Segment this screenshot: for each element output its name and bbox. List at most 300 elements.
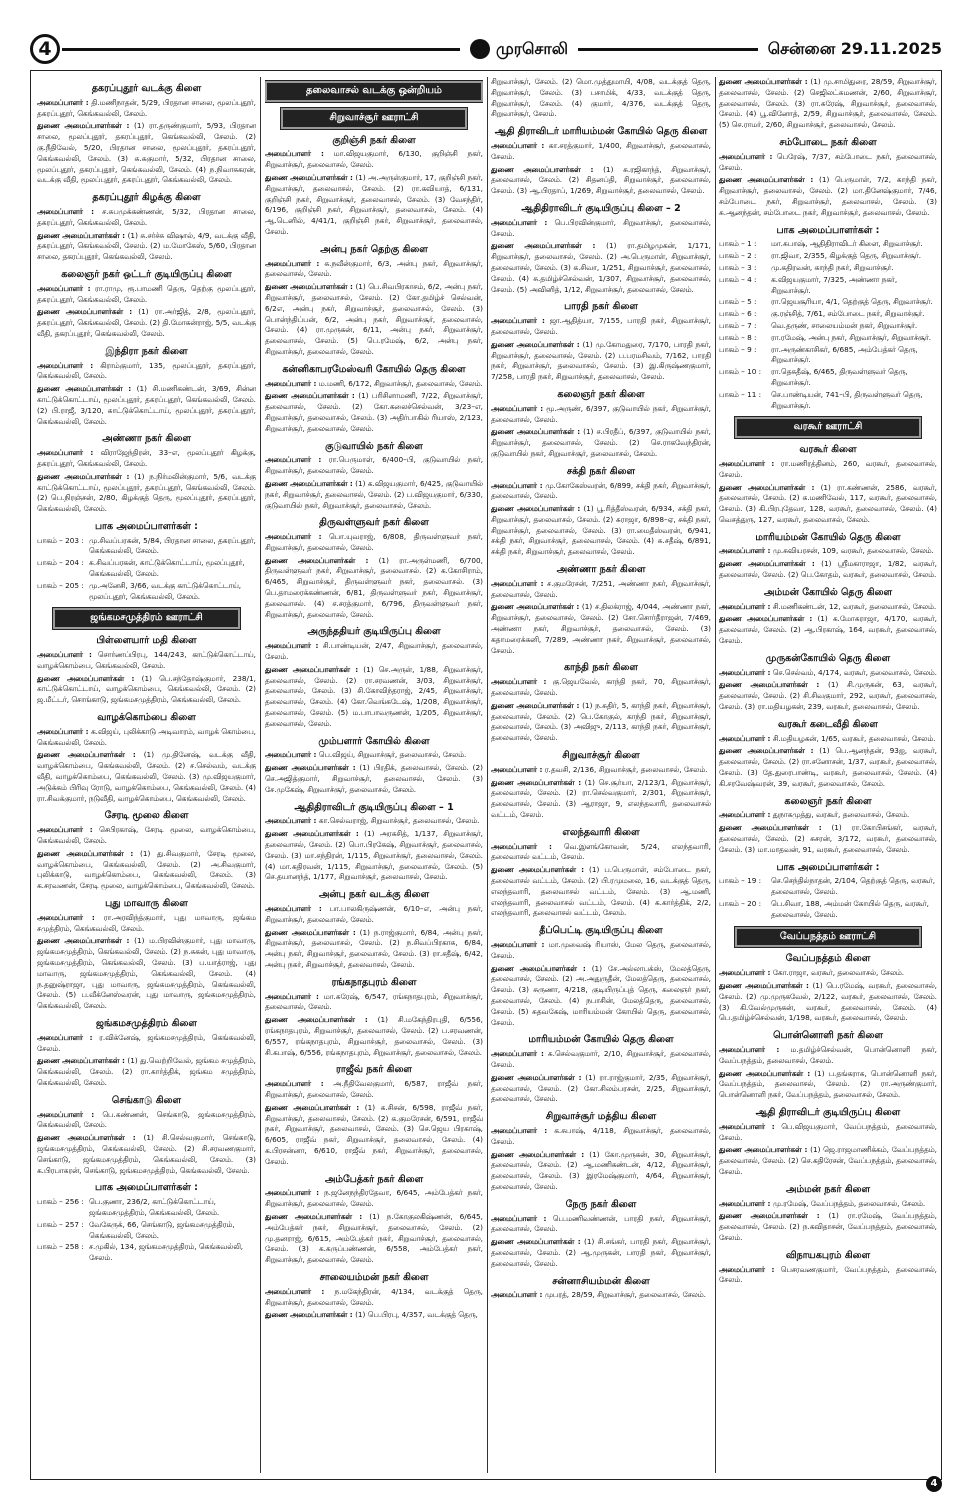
- role-label: அமைப்பாளர் :: [719, 733, 771, 743]
- section-banner: சிறுவாச்சூர் ஊராட்சி: [281, 108, 467, 129]
- entry-text: கா.செல்வராஜ், சிறுவாச்சூர், தலைவாசல், சேலம்.: [318, 816, 480, 826]
- role-label: துணை அமைப்பாளர்கள் :: [265, 1211, 363, 1221]
- booth-entry: [37, 536, 256, 558]
- entry-text: (1) மு.கோமதுரை, 7/170, பாரதி நகர், சிறுவாச்சூர், தலைவாசல், சேலம். (2) ப.பரமசிவம், 7/162, பாரதி நகர், சிறுவாச்சூர், தலைவாசல், சேலம். (3) இ.கிருஷ்ணகுமார், 7/258, பாரதி நகர், சிறுவாச்சூர், தலைவாசல், சேலம்.: [491, 339, 711, 382]
- entry-text: கு.ஜெயவேல், காந்தி நகர், 70, சிறுவாச்சூர், தலைவாசல், சேலம்.: [491, 677, 711, 698]
- branch-heading: விநாயகபுரம் கிளை: [785, 1249, 871, 1261]
- role-label: துணை அமைப்பாளர்கள் :: [265, 391, 355, 401]
- entry-text: சி.மணிகண்டன், 12, வரகூர், தலைவாசல், சேலம்.: [772, 601, 937, 611]
- branch-heading: காந்தி நகர் கிளை: [563, 662, 638, 674]
- article-frame: [30, 70, 942, 1480]
- role-label: அமைப்பாளர் :: [37, 206, 95, 216]
- member-entry: [719, 175, 937, 218]
- member-entry: [265, 750, 483, 761]
- role-label: துணை அமைப்பாளர்கள் :: [719, 614, 813, 624]
- entry-text: (1) ப.பெருமாள், சம்போடை நகர், தலைவாசல் வட்டம், சேலம். (2) பி.ரமுமலை, 16, வடக்குத் தெரு, எலந்தவாரி, தலைவாசல் வட்டம், சேலம். (3) ஆ.மணி, எலந்தவாரி, தலைவாசல் வட்டம், சேலம். (4) க.கார்த்திக், 2/2, எலந்தவாரி, தலைவாசல் வட்டம், சேலம்.: [491, 865, 711, 918]
- member-entry: [719, 1211, 937, 1243]
- branch-heading: பாக அமைப்பாளர்கள் :: [776, 861, 880, 873]
- branch-heading: தீப்பெட்டி குடியிருப்பு கிளை: [539, 925, 663, 937]
- member-entry: [37, 825, 256, 847]
- member-entry: [37, 1110, 256, 1132]
- entry-text: மு.சுவியரசன், 109, வரகூர், தலைவாசல், சேலம்.: [772, 546, 934, 556]
- entry-text: (1) து.சிவகுமார், சேரடி மூலை, வாழக்கொம்பை, கெங்கவல்லி, சேலம். (2) அ.சிவகுமார், புலிக்காடு, வாழக்கொம்பை, கெங்கவல்லி, சேலம். (3) க.சரவணன், சேரடி மூலை, வாழக்கொம்பை, கெங்கவல்லி, சேலம்.: [37, 848, 256, 891]
- booth-organizer: ரா.ஜிவா, 2/355, கிழக்குத் தெரு, சிறுவாச்சூர்.: [771, 251, 922, 261]
- booth-number: பாகம் – 204 :: [37, 558, 84, 568]
- section-banner: ஜங்கமசமுத்திரம் ஊராட்சி: [53, 608, 240, 629]
- section-banner: வரகூர் ஊராட்சி: [735, 417, 921, 438]
- role-label: அமைப்பாளர் :: [491, 939, 545, 949]
- branch-heading: திருவள்ளுவர் நகர் கிளை: [319, 517, 429, 529]
- member-entry: [265, 763, 483, 795]
- branch-heading: குறிஞ்சி நகர் கிளை: [332, 134, 416, 146]
- booth-entry: [719, 275, 937, 297]
- entry-text: ச.சுபமுக்கண்ணன், 5/32, பிரதான சாலை, தகரப்புதூர், கெங்கவல்லி, சேலம்.: [37, 206, 256, 227]
- role-label: அமைப்பாளர் :: [265, 1079, 324, 1089]
- role-label: துணை அமைப்பாளர்கள் :: [491, 777, 582, 787]
- booth-entry: [719, 297, 937, 308]
- branch-heading: செங்காடு கிளை: [111, 1094, 182, 1106]
- branch-heading: கலைஞர் நகர் ஒட்டர் குடியிருப்பு கிளை: [61, 268, 232, 280]
- entry-text: பெ.விஜய், சிறுவாச்சூர், தலைவாசல், சேலம்.: [318, 750, 467, 760]
- entry-text: (1) சே.அல்லாபக்ஸ், மேலத்தெரு, தலைவாசல், சேலம். (2) அ.அதுருதீன், மேலத்தெரு, தலைவாசல், சேலம். (3) சுருணா, 4/218, குடியிருப்புத் தெரு, கலைஞர் நகர், தலைவாசல், சேலம். (4) நபாசின், மேலத்தெரு, தலைவாசல், சேலம். (5) சுதவகேஷ், மாரியம்மன் கோயில் தெரு, தலைவாசல், சேலம்.: [491, 963, 711, 1027]
- member-entry: [719, 1122, 937, 1144]
- entry-text: ரா.பெருமாள், 6/400–பி, குடுவாயில் நகர், சிறுவாச்சூர், தலைவாசல், சேலம்.: [265, 455, 483, 476]
- booth-entry: [719, 333, 937, 344]
- role-label: துணை அமைப்பாளர்கள் :: [719, 1211, 820, 1221]
- role-label: அமைப்பாளர் :: [719, 601, 771, 611]
- entry-text: (1) பெ.சந்தோஷ்குமார், 238/1, காட்டுக்கொட்டாய், வாழக்கொம்பை, கெங்கவல்லி, சேலம். (2) ஜ.மீட்டர், சொங்காடு, ஜங்கமசமுத்திரம், கெங்கவல்லி, சேலம்.: [37, 673, 256, 705]
- booth-organizer: ச.முகில், 134, ஜங்கமசமுத்திரம், கெங்கவல்லி, சேலம்.: [89, 1242, 244, 1263]
- booth-organizer: சு.சிவப்பரகன், காட்டுக்கொட்டாய், மூலப்புதூர், கெங்கவல்லி, சேலம்.: [89, 558, 245, 579]
- role-label: அமைப்பாளர் :: [37, 825, 93, 835]
- branch-heading: வரகூர் கிளை: [799, 444, 857, 456]
- entry-text: மா.விஜயகுமார், 6/130, குறிஞ்சி நகர், சிறுவாச்சூர், தலைவாசல், சேலம்.: [265, 149, 483, 170]
- role-label: அமைப்பாளர் :: [265, 455, 322, 465]
- member-entry: [719, 746, 937, 789]
- entry-text: (1) ரா.கண்ணன், 2586, வரகூர், தலைவாசல், சேலம். (2) க.மணிவேல், 117, வரகூர், தலைவாசல், சேலம். (3) கி.பிரபுதேவா, 128, வரகூர், தலைவாசல், சேலம். (4) வெசத்துரு, 127, வரகூர், தலைவாசல், சேலம்.: [719, 482, 937, 524]
- booth-organizer: மு.அனேசி, 3/66, வடக்கு காட்டுக்கொட்டாய், மூலப்புதூர், கெங்கவல்லி, சேலம்.: [89, 580, 242, 601]
- page-header: [30, 34, 942, 64]
- member-entry: [719, 483, 937, 526]
- member-entry: [719, 680, 937, 712]
- booth-entry: [37, 1220, 256, 1242]
- member-entry: [265, 665, 483, 730]
- member-entry: [491, 701, 711, 744]
- entry-text: ரா.மணிரத்தினம், 260, வரகூர், தலைவாசல், சேலம்.: [719, 458, 937, 479]
- role-label: துணை அமைப்பாளர்கள் :: [265, 555, 369, 565]
- role-label: துணை அமைப்பாளர்கள் :: [719, 823, 822, 833]
- booth-number: பாகம் – 256 :: [37, 1197, 84, 1207]
- member-entry: [37, 384, 256, 427]
- role-label: துணை அமைப்பாளர்கள் :: [719, 482, 815, 492]
- branch-heading: அம்மன் கோயில் தெரு கிளை: [763, 586, 893, 598]
- role-label: அமைப்பாளர் :: [491, 1213, 547, 1223]
- entry-text: பெ.மணிவண்ணன், பாரதி நகர், சிறுவாச்சூர், தலைவாசல், சேலம்.: [491, 1213, 711, 1234]
- booth-number: பாகம் – 4 :: [719, 274, 757, 284]
- role-label: அமைப்பாளர் :: [265, 149, 324, 159]
- entry-text: க.விஜய், புலிக்காடு அடிவாரம், வாழக் கொம்பை, கெங்கவல்லி, சேலம்.: [37, 726, 256, 747]
- entry-text: (1) அரசுசித், 1/137, சிறுவாச்சூர், தலைவாசல், சேலம். (2) பொ.பிரகேஷ், சிறுவாச்சூர், தலைவாசல், சேலம். (3) மா.சந்திரன், 1/115, சிறுவாச்சூர், தலைவாசல், சேலம். (4) மா.கதிரவன், 1/115, சிறுவாச்சூர், தலைவாசல், சேலம். (5) செ.தயானந்த், 1/177, சிறுவாச்சூர், தலைவாசல், சேலம்.: [265, 829, 483, 882]
- role-label: துணை அமைப்பாளர்கள் :: [491, 164, 594, 174]
- member-entry: [719, 546, 937, 557]
- member-entry: [491, 778, 711, 821]
- member-entry: [265, 173, 483, 238]
- branch-heading: ஆதி திராவிடர் குடியிருப்பு கிளை: [755, 1106, 901, 1118]
- member-entry: [719, 602, 937, 613]
- role-label: அமைப்பாளர் :: [491, 217, 548, 227]
- column-4: [719, 77, 937, 1473]
- entry-text: (1) பூ.ரித்தீஸ்வரன், 6/934, சக்தி நகர், சிறுவாச்சூர், தலைவாசல், சேலம். (2) சுராஜா, 6/898–ஏ, சக்தி நகர், சிறுவாச்சூர், தலைவாசல், சேலம். (3) ரா.மைதீஸ்வரன், 6/941, சக்தி நகர், சிறுவாச்சூர், தலைவாசல், சேலம். (4) சு.சதீஷ், 6/891, சக்தி நகர், சிறுவாச்சூர், தலைவாசல், சேலம்.: [491, 504, 711, 557]
- entry-text: (1) பெ.சிவபிரகாசம், 6/2, அன்பு நகர், சிறுவாச்சூர், தலைவாசல், சேலம். (2) கோ.தமிழ்ச் செல்வன், 6/2எ, அன்பு நகர், சிறுவாச்சூர், தலைவாசல், சேலம். (3) பொன்ந்திப்பன், 6/2, அன்பு நகர், சிறுவாச்சூர், தலைவாசல், சேலம். (4) ரா.முருகன், 6/11, அன்பு நகர், சிறுவாச்சூர், தலைவாசல், சேலம். (5) பெ.ரமேஷ், 6/2, அன்பு நகர், சிறுவாச்சூர், தலைவாசல், சேலம்.: [265, 282, 483, 356]
- member-entry: [491, 940, 711, 962]
- entry-text: பெ.பிரவின்குமார், சிறுவாச்சூர், தலைவாசல், சேலம்.: [491, 217, 711, 238]
- role-label: அமைப்பாளர் :: [265, 641, 319, 651]
- member-entry: [719, 981, 937, 1024]
- role-label: துணை அமைப்பாளர்கள் :: [265, 927, 356, 937]
- member-entry: [491, 1290, 711, 1301]
- member-entry: [719, 459, 937, 481]
- member-entry: [491, 218, 711, 240]
- role-label: துணை அமைப்பாளர்கள் :: [491, 427, 581, 437]
- entry-text: (1) மு.சாமிதுரை, 28/59, சிறுவாச்சூர், தலைவாசல், சேலம். (2) செஜிலட்சுமணன், 2/60, சிறுவாச்சூர், தலைவாசல், சேலம். (3) ரா.சுரேஷ், சிறுவாச்சூர், தலைவாசல், சேலம். (4) பூ.வினோத், 2/59, சிறுவாச்சூர், தலைவாசல், சேலம். (5) செ.ராமர், 2/60, சிறுவாச்சூர், தலைவாசல், சேலம்.: [719, 77, 937, 130]
- role-label: துணை அமைப்பாளர்கள் :: [37, 471, 130, 481]
- booth-entry: [37, 581, 256, 603]
- branch-heading: தகரப்புதூர் வடக்கு கிளை: [91, 83, 202, 94]
- role-label: அமைப்பாளர் :: [719, 458, 775, 468]
- role-label: துணை அமைப்பாளர்கள் :: [37, 1133, 136, 1143]
- member-entry: [491, 340, 711, 383]
- member-entry: [37, 231, 256, 263]
- entry-text: சிறுவாச்சூர், சேலம். (2) மொ.முத்துமாயி, 4/08, வடக்குத் தெரு, சிறுவாச்சூர், சேலம். (3) பசாமிக், 4/33, வடக்குத் தெரு, சிறுவாச்சூர், சேலம். (4) குமார், 4/376, வடக்குத் தெரு, சிறுவாச்சூர், சேலம்.: [491, 77, 711, 119]
- entry-text: செபிரகாஷ், சேரடி மூலை, வாழக்கொம்பை, கெங்கவல்லி, சேலம்.: [37, 825, 256, 846]
- entry-text: (1) செ.சூர்யா, 2/123/1, சிறுவாச்சூர், தலைவாசல், சேலம். (2) ரா.செல்வகுமார், 2/301, சிறுவாச்சூர், தலைவாசல், சேலம். (3) ஆராஜா, 9, எலந்தவாரி, தலைவாசல் வட்டம், சேலம்.: [491, 777, 711, 820]
- member-entry: [37, 121, 256, 186]
- entry-text: ச.குமரேசன், 7/251, அண்ணா நகர், சிறுவாச்சூர், தலைவாசல், சேலம்.: [491, 578, 711, 599]
- role-label: துணை அமைப்பாளர்கள் :: [265, 478, 353, 488]
- branch-heading: மாரியம்மன் கோயில் தெரு கிளை: [528, 1034, 674, 1046]
- column-divider: [715, 77, 716, 1473]
- entry-text: (1) சி.சங்கர், பாரதி நகர், சிறுவாச்சூர், தலைவாசல், சேலம். (2) ஆ.முருகன், பாரதி நகர், சிறுவாச்சூர், தலைவாசல், சேலம்.: [491, 1237, 711, 1268]
- branch-heading: சாலையம்மன் நகர் கிளை: [319, 1271, 429, 1283]
- member-entry: [37, 913, 256, 935]
- member-entry: [719, 559, 937, 581]
- branch-heading: வரகூர் கடைவீதி கிளை: [778, 718, 878, 730]
- role-label: அமைப்பாளர் :: [491, 1290, 543, 1300]
- entry-text: (1) ரா.அர்ஜித், 2/8, மூலப்புதூர், தகரப்புதூர், கெங்கவல்லி, சேலம். (2) தி.மோகன்ராஜ், 5/5, வடக்கு வீதி, தகரப்புதூர், கெங்கவல்லி, சேலம்.: [37, 307, 256, 338]
- branch-heading: சிறுவாச்சூர் கிளை: [562, 750, 640, 762]
- role-label: அமைப்பாளர் :: [37, 360, 94, 370]
- member-entry: [37, 1056, 256, 1088]
- role-label: அமைப்பாளர் :: [265, 750, 317, 760]
- branch-heading: ரங்கநாதபுரம் கிளை: [331, 976, 417, 988]
- role-label: துணை அமைப்பாளர்கள் :: [37, 121, 130, 131]
- role-label: அமைப்பாளர் :: [37, 1109, 95, 1119]
- role-label: துணை அமைப்பாளர்கள் :: [37, 384, 132, 394]
- entry-text: (1) க.விஜயகுமார், 6/425, குடுவாயில் நகர், சிறுவாச்சூர், தலைவாசல், சேலம். (2) ப.விஜயகுமார், 6/330, குடுவாயில் நகர், சிறுவாச்சூர், தலைவாசல், சேலம்.: [265, 478, 483, 510]
- entry-text: (1) ஜெ.ராஜமாணிக்கம், வேப்பநத்தம், தலைவாசல், சேலம். (2) செ.கதிரேசன், வேப்பநத்தம், தலைவாசல், சேலம்.: [719, 1145, 937, 1176]
- entry-text: தி.மணிநாதன், 5/29, பிரதான சாலை, மூலப்புதூர், தகரப்புதூர், கெங்கவல்லி, சேலம்.: [37, 97, 256, 118]
- role-label: துணை அமைப்பாளர்கள் :: [265, 282, 353, 292]
- booth-organizer: பெ.குணா, 236/2, காட்டுக்கொட்டாய், ஜங்கமசமுத்திரம், கெங்கவல்லி, சேலம்.: [89, 1197, 220, 1217]
- member-entry: [719, 1145, 937, 1177]
- member-entry: [491, 1237, 711, 1269]
- member-entry: [265, 556, 483, 621]
- member-entry: [265, 391, 483, 434]
- branch-heading: அம்பேத்கர் நகர் கிளை: [324, 1173, 424, 1185]
- member-entry: [491, 427, 711, 459]
- role-label: அமைப்பாளர் :: [265, 258, 320, 268]
- booth-number: பாகம் – 2 :: [719, 251, 757, 261]
- member-entry: [491, 241, 711, 295]
- member-entry: [491, 579, 711, 601]
- column-1: [37, 77, 256, 1473]
- entry-text: (1) ரா.கோபிசங்கர், வரகூர், தலைவாசல், சேலம். (2) சுசரன், 3/172, வரகூர், தலைவாசல், சேலம். (3) மா.மாதவன், 91, வரகூர், தலைவாசல், சேலம்.: [719, 823, 937, 854]
- member-entry: [265, 259, 483, 281]
- branch-heading: அம்மன் நகர் கிளை: [785, 1183, 871, 1195]
- role-label: துணை அமைப்பாளர்கள் :: [491, 602, 580, 612]
- role-label: துணை அமைப்பாளர்கள் :: [37, 848, 134, 858]
- booth-number: பாகம் – 6 :: [719, 309, 757, 319]
- branch-heading: வேப்பநத்தம் கிளை: [785, 953, 871, 965]
- member-entry: [491, 765, 711, 776]
- entry-text: (1) பெ.ஆனந்தன், 93ஐ, வரகூர், தலைவாசல், சேலம். (2) ரா.சனோசன், 1/37, வரகூர், தலைவாசல், சேலம். (3) தே.துரைபாண்டி, வரகூர், தலைவாசல், சேலம். (4) கி.சரவேஷ்வரன், 39, வரகூர், தலைவாசல், சேலம்.: [719, 746, 937, 788]
- role-label: அமைப்பாளர் :: [37, 448, 94, 458]
- booth-organizer: செ.செந்தில்நாதன், 2/104, தெற்குத் தெரு, வரகூர், தலைவாசல், சேலம்.: [771, 876, 936, 897]
- dateline: சென்னை 29.11.2025: [758, 34, 942, 64]
- member-entry: [265, 1310, 483, 1321]
- booth-organizer: க.விஜயகுமார், 7/325, அண்ணா நகர், சிறுவாச்சூர்.: [771, 274, 898, 295]
- member-entry: [719, 810, 937, 821]
- branch-heading: அண்ணா நகர் கிளை: [556, 564, 646, 576]
- role-label: அமைப்பாளர் :: [491, 1125, 548, 1135]
- member-entry: [37, 361, 256, 383]
- booth-number: பாகம் – 5 :: [719, 297, 757, 307]
- branch-heading: நேரு நகர் கிளை: [565, 1198, 637, 1210]
- booth-number: பாகம் – 3 :: [719, 262, 757, 272]
- entry-text: (1) ந.ராஜ்குமார், 6/84, அன்பு நகர், சிறுவாச்சூர், தலைவாசல், சேலம். (2) ந.சிவப்பிரகாசு, 6/84, அன்பு நகர், சிறுவாச்சூர், தலைவாசல், சேலம். (3) ரா.சதீஷ், 6/42, அன்பு நகர், சிறுவாச்சூர், தலைவாசல், சேலம்.: [265, 927, 483, 969]
- role-label: அமைப்பாளர் :: [719, 1121, 775, 1131]
- entry-text: (1) ச.திலக்ராஜ், 4/044, அண்ணா நகர், சிறுவாச்சூர், தலைவாசல், சேலம். (2) சோ.சொர்தீராஜன், 7/469, அண்ணா நகர், சிறுவாச்சூர், தலைவாசல், சேலம். (3) கதாமரைக்கனி, 7/289, அண்ணா நகர், சிறுவாச்சூர், தலைவாசல், சேலம்.: [491, 602, 711, 655]
- entry-text: (1) அ.அருள்குமார், 17, குறிஞ்சி நகர், சிறுவாச்சூர், தலைவாசல், சேலம். (2) ரா.கவியாத், 6/131, குறிஞ்சி நகர், சிறுவாச்சூர், தலைவாசல், சேலம். (3) வேசந்திர், 6/196, குறிஞ்சி நகர், சிறுவாச்சூர், தலைவாசல், சேலம். (4) ஆ.டெனில், 4/41/1, குறிஞ்சி நகர், சிறுவாச்சூர், தலைவாசல், சேலம்.: [265, 172, 483, 236]
- member-entry: [491, 1214, 711, 1236]
- member-entry: [719, 614, 937, 646]
- member-entry: [37, 727, 256, 749]
- entry-text: சொர்ணப்பிரபு, 144/243, காட்டுக்கொட்டாய், வாழக்கொம்பை, கெங்கவல்லி, சேலம்.: [37, 650, 256, 670]
- role-label: அமைப்பாளர் :: [491, 578, 544, 588]
- role-label: அமைப்பாளர் :: [491, 480, 543, 490]
- entry-text: சு.நவீன்குமார், 6/3, அன்பு நகர், சிறுவாச்சூர், தலைவாசல், சேலம்.: [265, 258, 483, 279]
- member-entry: [37, 284, 256, 306]
- member-entry: [719, 1069, 937, 1101]
- entry-text: (1) ரா.ரமேஷ், வேப்பநத்தம், தலைவாசல், சேலம். (2) ந.கவிதாசன், வேப்பநத்தம், தலைவாசல், சேலம்.: [719, 1211, 937, 1242]
- entry-text: பெ.கண்ணன், செங்காடு, ஜங்கமசமுத்திரம், கெங்கவல்லி, சேலம்.: [37, 1109, 256, 1130]
- role-label: துணை அமைப்பாளர்கள் :: [491, 1149, 585, 1159]
- role-label: துணை அமைப்பாளர்கள் :: [719, 1145, 808, 1155]
- entry-text: முபரத், 28/59, சிறுவாச்சூர், தலைவாசல், சேலம்.: [544, 1290, 706, 1300]
- role-label: துணை அமைப்பாளர்கள் :: [719, 980, 809, 990]
- branch-heading: பாக அமைப்பாளர்கள் :: [776, 224, 880, 236]
- role-label: அமைப்பாளர் :: [37, 97, 89, 107]
- role-label: அமைப்பாளர் :: [265, 1188, 320, 1198]
- entry-text: (1) சி.மணிகண்டன், 3/69, சின்ன காட்டுக்கொட்டாய், மூலப்புதூர், தகரப்புதூர், கெங்கவல்லி, சேலம். (2) பி.ராஜீ, 3/120, காட்டுக்கொட்டாய், மூலப்புதூர், தகரப்புதூர், கெங்கவல்லி, சேலம்.: [37, 384, 256, 426]
- member-entry: [719, 1199, 937, 1210]
- branch-heading: ஆதிதிராவிடர் குடியிருப்பு கிளை – 2: [521, 202, 681, 214]
- member-entry: [265, 829, 483, 883]
- role-label: அமைப்பாளர் :: [265, 816, 317, 826]
- role-label: அமைப்பாளர் :: [37, 1032, 93, 1042]
- role-label: துணை அமைப்பாளர்கள் :: [265, 1015, 368, 1025]
- role-label: துணை அமைப்பாளர்கள் :: [37, 230, 126, 240]
- booth-organizer: மா.சுபாஷ், ஆதிதிராவிடர் கிளை, சிறுவாச்சூர்.: [771, 239, 923, 249]
- branch-heading: பாரதி நகர் கிளை: [564, 301, 638, 313]
- booth-entry: [37, 558, 256, 580]
- role-label: துணை அமைப்பாளர்கள் :: [491, 339, 580, 349]
- booth-entry: [719, 876, 937, 898]
- entry-text: கிராம்குமார், 135, மூலப்புதூர், தகரப்புதூர், கெங்கவல்லி, சேலம்.: [37, 360, 256, 381]
- booth-entry: [719, 899, 937, 921]
- member-entry: [265, 904, 483, 926]
- member-entry: [719, 1265, 937, 1287]
- entry-text: க.சுபாஷ், 4/118, சிறுவாச்சூர், தலைவாசல், சேலம்.: [491, 1125, 711, 1146]
- booth-entry: [719, 309, 937, 320]
- entry-text: (1) சி.மகேந்திரபுதி, 6/556, ரங்கநாதபுரம், சிறுவாச்சூர், தலைவாசல், சேலம். (2) ப.சரவணன், 6/557, ரங்கநாதபுரம், சிறுவாச்சூர், தலைவாசல், சேலம். (3) சி.கபாஷ், 6/556, ரங்கநாதபுரம், சிறுவாச்சூர், தலைவாசல், சேலம்.: [265, 1015, 483, 1057]
- role-label: துணை அமைப்பாளர்கள் :: [37, 750, 136, 760]
- entry-text: (1) ச.பிரதீப், 6/397, குடுவாயில் நகர், சிறுவாச்சூர், தலைவாசல், சேலம். (2) செ.ராகவேந்திரன், குடுவாயில் நகர், சிறுவாச்சூர், தலைவாசல், சேலம்.: [491, 427, 711, 458]
- role-label: அமைப்பாளர் :: [491, 764, 543, 774]
- member-entry: [265, 816, 483, 827]
- role-label: துணை அமைப்பாளர்கள் :: [265, 1102, 360, 1112]
- branch-heading: ஜங்கமசமுத்திரம் கிளை: [96, 1017, 197, 1029]
- entry-text: (1) பெருமாள், 7/2, காந்தி நகர், சிறுவாச்சூர், தலைவாசல், சேலம். (2) மா.தினேஷ்குமார், 7/46, சம்போடை நகர், சிறுவாச்சூர், தலைவாசல், சேலம். (3) சு.ஆனந்தன், சம்போடை நகர், சிறுவாச்சூர், தலைவாசல், சேலம்.: [719, 175, 937, 217]
- booth-organizer: வெ.தருண், சாலையம்மன் நகர், சிறுவாச்சூர்.: [771, 320, 918, 330]
- member-entry: [719, 734, 937, 745]
- branch-heading: சக்தி நகர் கிளை: [566, 465, 636, 477]
- entry-text: பெசரவணகுமார், வேப்பநத்தம், தலைவாசல், சேலம்.: [719, 1264, 937, 1285]
- entry-text: ர.தவசி, 2/136, சிறுவாச்சூர், தலைவாசல், சேலம்.: [544, 764, 708, 774]
- member-entry: [265, 282, 483, 358]
- entry-text: (1) சி.செல்வகுமார், செங்காடு, ஜங்கமசமுத்திரம், கெங்கவல்லி, சேலம். (2) சி.சரவணகுமார், செங்காடு, ஜங்கமசமுத்திரம், கெங்கவல்லி, சேலம். (3) க.பிரபாகரன், செங்காடு, ஜங்கமசமுத்திரம், கெங்கவல்லி, சேலம்.: [37, 1133, 256, 1175]
- booth-organizer: ரா.ரமேஷ், அன்பு நகர், சிறுவாச்சூர், சிறுவாச்சூர்.: [771, 332, 932, 342]
- rising-sun-logo-icon: [470, 39, 490, 59]
- booth-organizer: ரா.ஜெயசூரியா, 4/1, தெற்குத் தெரு, சிறுவாச்சூர்.: [771, 297, 933, 307]
- booth-number: பாகம் – 19 :: [719, 876, 762, 886]
- role-label: அமைப்பாளர் :: [719, 1198, 771, 1208]
- role-label: அமைப்பாளர் :: [265, 1286, 325, 1296]
- member-entry: [491, 141, 711, 163]
- branch-heading: பாக அமைப்பாளர்கள் :: [94, 1182, 198, 1194]
- entry-text: (1) பெ.ரமேஷ், வரகூர், தலைவாசல், சேலம். (2) மு.முருகவேல், 2/122, வரகூர், தலைவாசல், சேலம். (3) கி.வேல்முருகன், வரகூர், தலைவாசல், சேலம். (4) பெ.தமிழ்ச்செல்வன், 1/198, வரகூர், தலைவாசல், சேலம்.: [719, 980, 937, 1023]
- branch-heading: இந்திரா நகர் கிளை: [105, 345, 188, 357]
- member-entry: [491, 316, 711, 338]
- branch-heading: சேரடி மூலை கிளை: [104, 810, 189, 822]
- role-label: அமைப்பாளர் :: [719, 546, 771, 556]
- entry-text: ரா.அரவிந்த்குமார், புது மாவாரு, ஜங்கம சமுத்திரம், கெங்கவல்லி, சேலம்.: [37, 912, 256, 933]
- corner-page-number: 4: [926, 1476, 942, 1492]
- booth-number: பாகம் – 11 :: [719, 389, 762, 399]
- branch-heading: மாரியம்மன் கோயில் தெரு கிளை: [755, 531, 901, 543]
- member-entry: [719, 1045, 937, 1067]
- member-entry: [37, 936, 256, 1012]
- member-entry: [37, 1133, 256, 1176]
- booth-number: பாகம் – 10 :: [719, 367, 762, 377]
- role-label: அமைப்பாளர் :: [719, 667, 771, 677]
- role-label: துணை அமைப்பாளர்கள் :: [265, 172, 353, 182]
- role-label: துணை அமைப்பாளர்கள் :: [491, 504, 581, 514]
- branch-heading: ராஜீவ் நகர் கிளை: [336, 1064, 412, 1076]
- branch-heading: கலைஞர் நகர் கிளை: [557, 388, 645, 400]
- role-label: துணை அமைப்பாளர்கள் :: [491, 700, 580, 710]
- member-entry: [37, 207, 256, 229]
- page-number: 4: [30, 34, 60, 64]
- booth-number: பாகம் – 257 :: [37, 1219, 84, 1229]
- role-label: அமைப்பாளர் :: [719, 1044, 780, 1054]
- role-label: துணை அமைப்பாளர்கள் :: [265, 1310, 353, 1320]
- booth-organizer: வேகேருக், 66, செங்காடு, ஜங்கமசமுத்திரம், கெங்கவல்லி, சேலம்.: [89, 1219, 235, 1240]
- member-entry: [37, 650, 256, 672]
- entry-text: ரா.ராமு, ரூ.பாமணி தெரு, தெற்கு மூலப்புதூர், தகரப்புதூர், கெங்கவல்லி, சேலம்.: [37, 283, 256, 304]
- branch-heading: ஆதிதிராவிடர் குடியிருப்பு கிளை – 1: [294, 801, 454, 813]
- role-label: துணை அமைப்பாளர்கள் :: [719, 680, 820, 690]
- entry-text: (1) சு.சர்ச்சு விஷால், 4/9, வடக்கு வீதி, தகரப்புதூர், கெங்கவல்லி, சேலம். (2) ம.மோகேஸ், 5/60, பிரதான சாலை, தகரப்புதூர், கெங்கவல்லி, சேலம்.: [37, 230, 256, 262]
- entry-text: (1) பிரதிக், தலைவாசல், சேலம். (2) செ.அஜித்குமார், சிறுவாச்சூர், தலைவாசல், சேலம். (3) சே.முகேஷ், சிறுவாச்சூர், தலைவாசல், சேலம்.: [265, 763, 483, 794]
- member-entry: [491, 1049, 711, 1071]
- branch-heading: கன்னிகாபரமேஸ்வரி கோயில் தெரு கிளை: [282, 363, 466, 375]
- member-entry: [491, 842, 711, 864]
- role-label: அமைப்பாளர் :: [491, 316, 545, 326]
- entry-text: மு.கோகேஸ்வரன், 6/899, சக்தி நகர், சிறுவாச்சூர், தலைவாசல், சேலம்.: [491, 480, 711, 501]
- entry-text: (1) மு.தினேஷ், வடக்கு வீதி, வாழக்கொம்பை, கெங்கவல்லி, சேலம். (2) ச.செல்வம், வடக்கு வீதி, வாழக்கொம்பை, கெங்கவல்லி, சேலம். (3) மு.விஜயகுமார், அடுக்கம் பிரிவு ரோடு, வாழக்கொம்பை, கெங்கவல்லி, சேலம். (4) ரா.சிவக்குமார், நடுவீதி, வாழக்கொம்பை, கெங்கவல்லி, சேலம்.: [37, 750, 256, 803]
- entry-text: சி.மதியழகன், 1/65, வரகூர், தலைவாசல், சேலம்.: [772, 733, 936, 743]
- role-label: துணை அமைப்பாளர்கள் :: [491, 865, 585, 875]
- role-label: துணை அமைப்பாளர்கள் :: [719, 175, 814, 185]
- entry-text: ம.தமிழ்ச்செல்வன், பொன்னொளி நகர், வேப்பநத்தம், தலைவாசல், சேலம்.: [719, 1044, 937, 1065]
- entry-text: (1) பரிசிளாமணி, 7/22, சிறுவாச்சூர், தலைவாசல், சேலம். (2) கோ.கலைச்செல்வன், 3/23–எ, சிறுவாச்சூர், தலைவாசல், சேலம். (3) அதிர்பாகில் ரியாஸ், 2/123, சிறுவாச்சூர், தலைவாசல், சேலம்.: [265, 391, 483, 433]
- branch-heading: அருந்ததியர் குடியிருப்பு கிளை: [307, 626, 441, 638]
- entry-text: மா.சுரேஷ், 6/547, ரங்கநாதபுரம், சிறுவாச்சூர், தலைவாசல், சேலம்.: [265, 991, 483, 1012]
- role-label: துணை அமைப்பாளர்கள் :: [491, 963, 586, 973]
- member-entry: [719, 77, 937, 131]
- paper-name: முரசொலி: [496, 38, 568, 58]
- entry-text: (1) செ.அருள், 1/88, சிறுவாச்சூர், தலைவாசல், சேலம். (2) ரா.சரவணன், 3/03, சிறுவாச்சூர், தலைவாசல், சேலம். (3) சி.கோவிந்தராஜ், 2/45, சிறுவாச்சூர், தலைவாசல், சேலம். (4) கோ.வெங்கடேஷ், 1/208, சிறுவாச்சூர், தலைவாசல், சேலம். (5) ம.பாபாவருணன், 1/205, சிறுவாச்சூர், தலைவாசல், சேலம்.: [265, 664, 483, 728]
- role-label: துணை அமைப்பாளர்கள் :: [719, 746, 814, 756]
- entry-text: பா.பாலகிருஷ்ணன், 6/10–எ, அன்பு நகர், சிறுவாச்சூர், தலைவாசல், சேலம்.: [265, 904, 483, 924]
- entry-text: வெ.இளங்கோவன், 5/24, எலந்தவாரி, தலைவாசல் வட்டம், சேலம்.: [491, 841, 711, 862]
- entry-text: (1) ஸ்ரீமகாராஜா, 1/82, வரகூர், தலைவாசல், சேலம். (2) பெ.கோதம், வரகூர், தலைவாசல், சேலம்.: [719, 559, 937, 580]
- booth-organizer: ரா.தெசுதீஷ், 6/465, திருவள்ளுவர் தெரு, சிறுவாச்சூர்.: [771, 367, 908, 387]
- entry-text: (1) ந.கோகுலகிஷ்ணன், 6/645, அம்பேத்கர் நகர், சிறுவாச்சூர், தலைவாசல், சேலம். (2) மு.தனராஜ், 6/615, அம்பேத்கர் நகர், சிறுவாச்சூர், தலைவாசல், சேலம். (3) க.கருப்பண்ணன், 6/558, அம்பேத்கர் நகர், சிறுவாச்சூர், தலைவாசல், சேலம்.: [265, 1211, 483, 1265]
- member-entry: [265, 532, 483, 554]
- entry-text: பெ.விஜயகுமார், வேப்பநத்தம், தலைவாசல், சேலம்.: [719, 1121, 937, 1142]
- role-label: அமைப்பாளர் :: [265, 991, 319, 1001]
- entry-text: (1) ரா.தருண்குமார், 5/93, பிரதான சாலை, மூலப்புதூர், தகரப்புதூர், கெங்கவல்லி, சேலம். (2) கு.நீதிவேல், 5/20, பிரதான சாலை, மூலப்புதூர், தகரப்புதூர், கெங்கவல்லி, சேலம். (3) சு.சுகுமார், 5/32, பிரதான சாலை, மூலப்புதூர், தகரப்புதூர், கெங்கவல்லி, சேலம். (4) ந.நிவாசுகரன், வடக்கு வீதி, மூலப்புதூர், தகரப்புதூர், கெங்கவல்லி, சேலம்.: [37, 121, 256, 185]
- entry-text: சு.செல்வகுமார், 2/10, சிறுவாச்சூர், தலைவாசல், சேலம்.: [491, 1049, 711, 1069]
- branch-heading: முருகன்கோயில் தெரு கிளை: [765, 652, 891, 664]
- member-entry: [265, 1212, 483, 1266]
- entry-text: கோ.ராஜா, வரகூர், தலைவாசல், சேலம்.: [772, 968, 905, 978]
- member-entry: [491, 1073, 711, 1105]
- booth-entry: [719, 251, 937, 262]
- role-label: அமைப்பாளர் :: [491, 1049, 544, 1059]
- role-label: அமைப்பாளர் :: [491, 403, 544, 413]
- member-entry: [265, 641, 483, 663]
- member-entry: [719, 152, 937, 174]
- booth-number: பாகம் – 258 :: [37, 1242, 84, 1252]
- branch-heading: அன்பு நகர் வடக்கு கிளை: [318, 889, 430, 901]
- branch-heading: வாழக்கொம்பை கிளை: [97, 712, 196, 724]
- member-entry: [491, 77, 711, 120]
- role-label: துணை அமைப்பாளர்கள் :: [37, 1056, 125, 1066]
- member-entry: [491, 602, 711, 656]
